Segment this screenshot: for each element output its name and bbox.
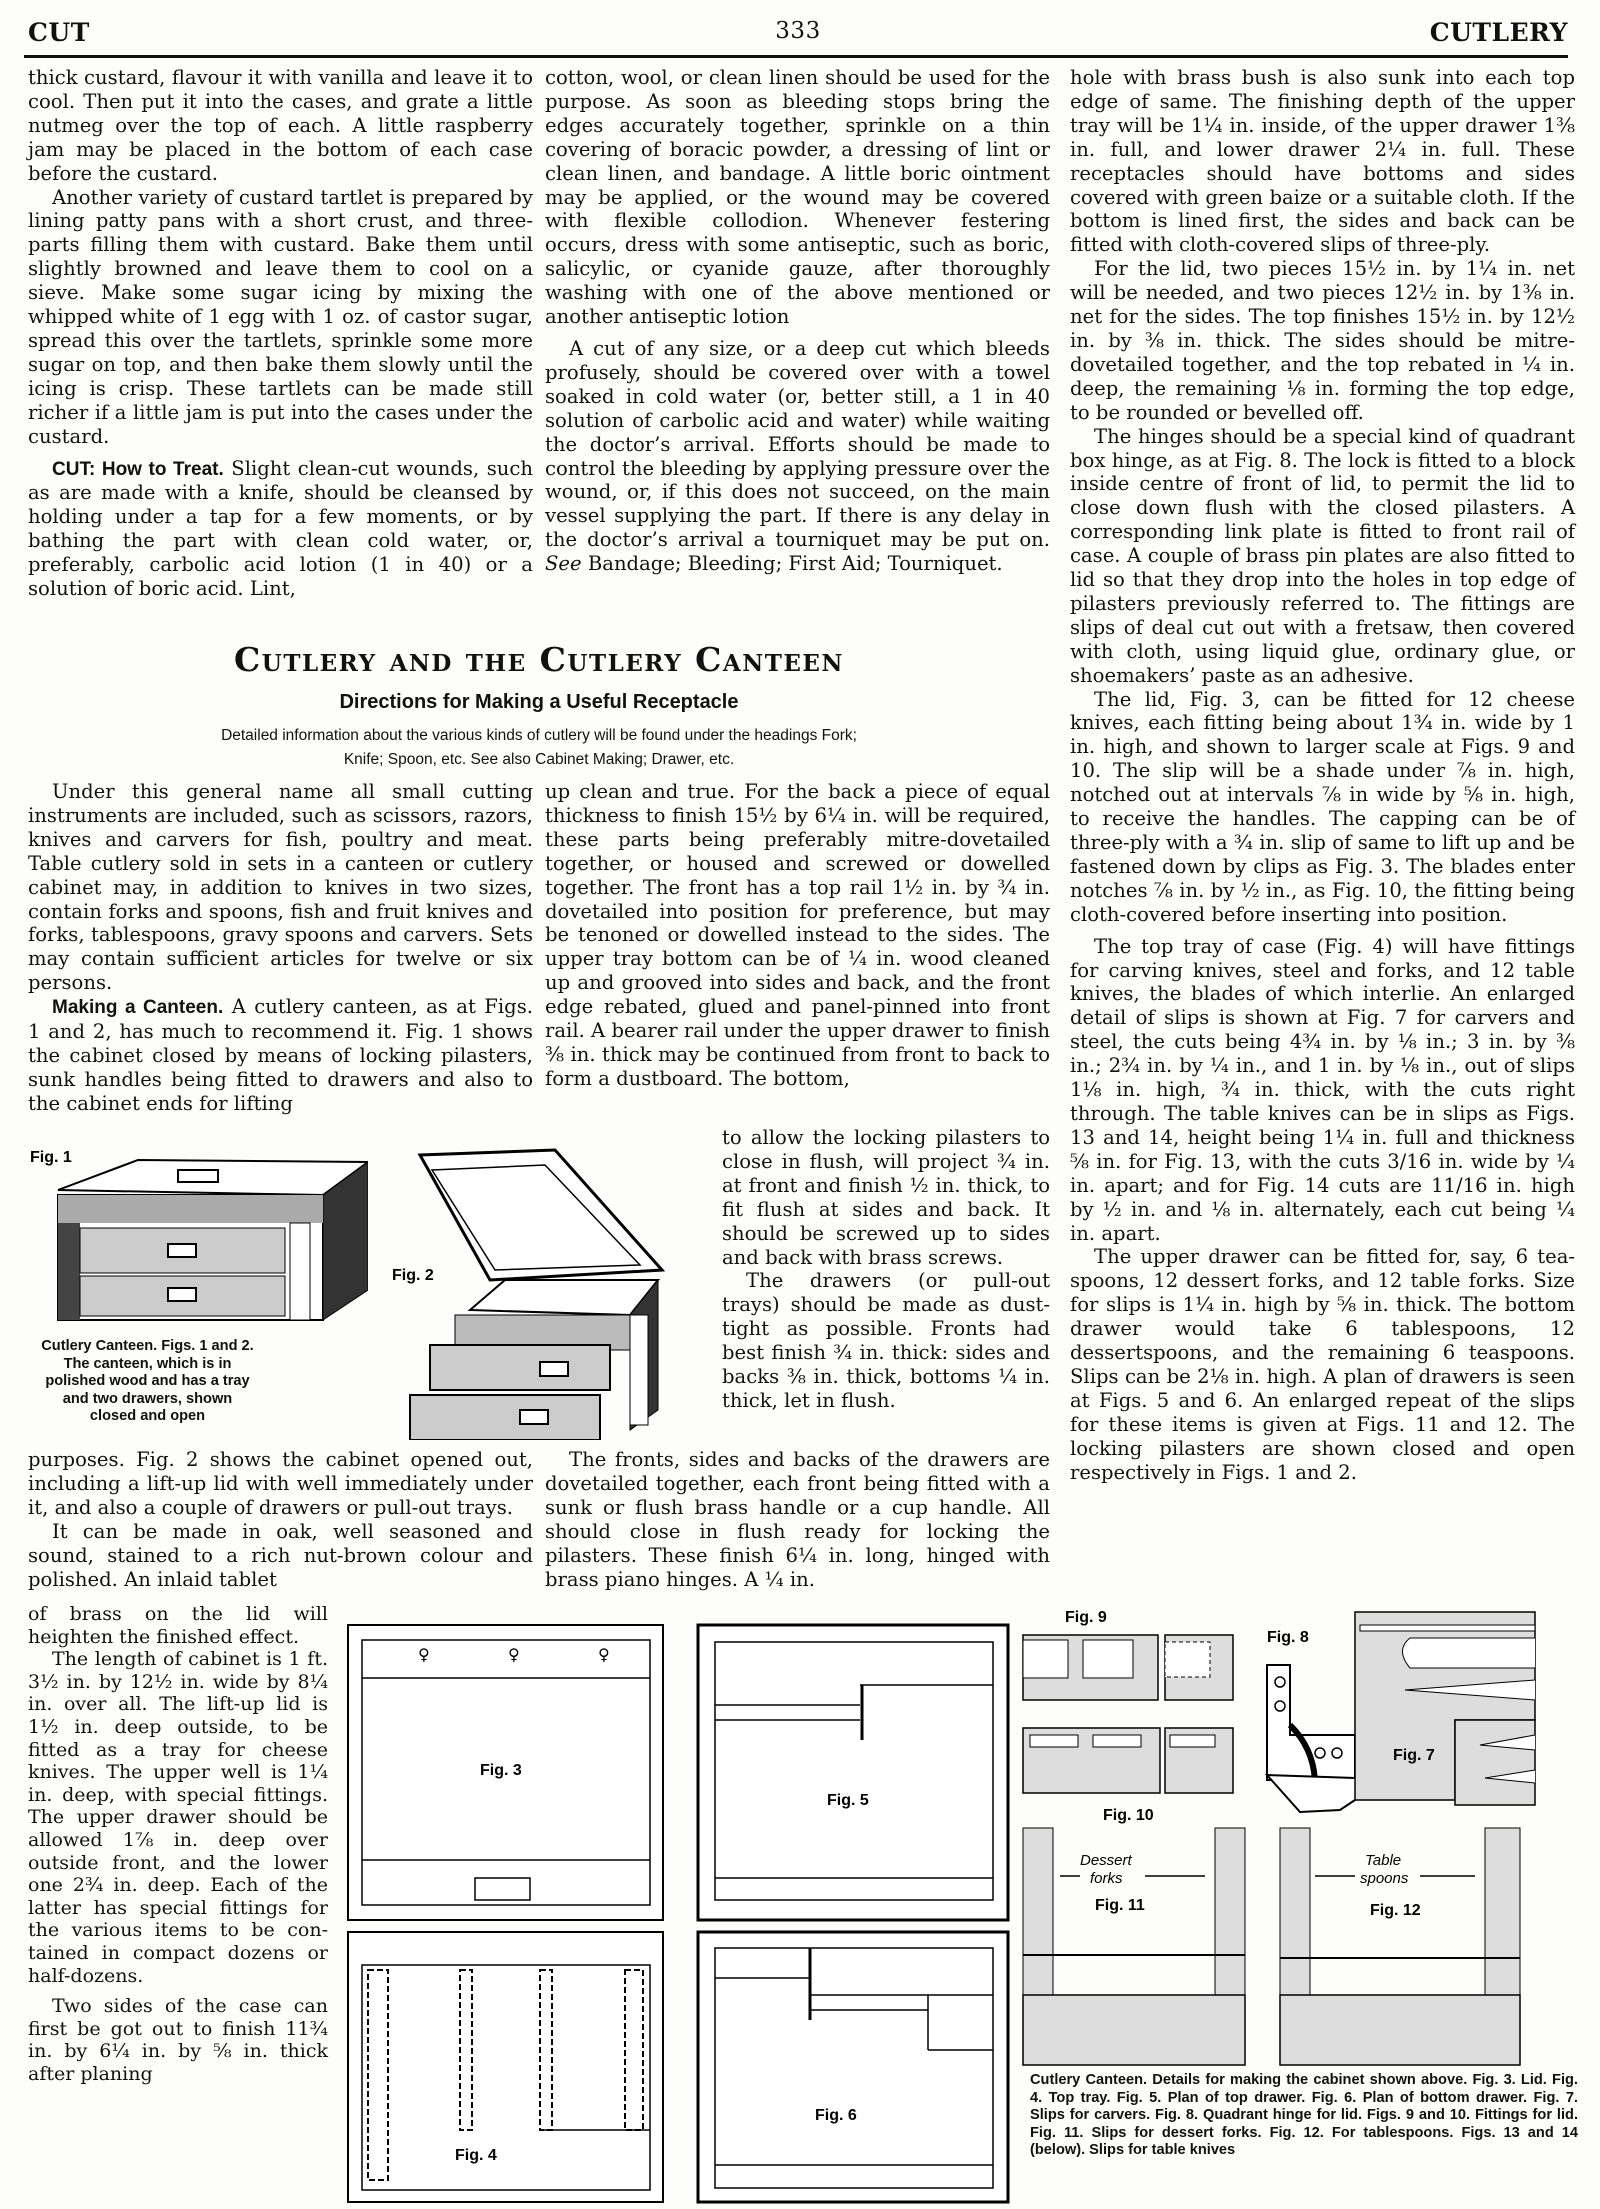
lower-drawer-open — [410, 1395, 600, 1440]
figure-label: Fig. 12 — [1370, 1902, 1421, 1919]
paragraph: The hinges should be a special kind of quadrant box hinge, as at Fig. 8. The lock is fitted to a block inside centre of front of lid, to permit the lid to close down flush with the closed pilasters. A corresponding link plate is fitted to front rail of case. A couple of brass pin plates are also fitted to lid so that they drop into the holes in top edge of pilasters previously referred to. The fittings are slips of deal cut out with a fretsaw, then covered with cloth, using liquid glue, ordinary glue, or shoemakers’ paste as an adhesive. — [1070, 424, 1575, 687]
keyhole-icon: ♀ — [598, 1645, 610, 1664]
note-line: Knife; Spoon, etc. See also Cabinet Making; Drawer, etc. — [343, 751, 735, 768]
figure-2-canteen-open — [340, 1140, 710, 1440]
lock-plate — [475, 1878, 530, 1900]
paragraph-text: A cut of any size, or a deep cut which bleeds profusely, should be covered over with a towel soaked in cold water (or, better still, a 1 in 40 solution of carbolic acid and water) while waiting the doctor’s arrival. Efforts should be made to control the bleeding by applying pressure over the wound, or, if this does not succeed, on the main vessel supplying the part. If there is any delay in the doctor’s arrival a tourniquet may be put on. — [545, 336, 1050, 552]
article-subtitle: Directions for Making a Useful Receptacle — [339, 691, 739, 713]
figure-1-canteen-closed — [28, 1140, 368, 1330]
upper-drawer-open — [430, 1345, 610, 1390]
annotation: Table — [1365, 1852, 1402, 1869]
paragraph: The fronts, sides and backs of the drawers are dovetailed together, each front being fitted with a sunk or flush brass handle or a cup handle. All should close in flush ready for locking the pilasters. These finish 6¼ in. long, hinged with brass piano hinges. A ¼ in. — [545, 1448, 1050, 1591]
figure-7-carver-slips — [1355, 1612, 1535, 1805]
figure-label: Fig. 8 — [1267, 1629, 1309, 1646]
column-3 — [1070, 66, 1575, 1484]
paragraph: Another variety of custard tartlet is prepared by lining patty pans with a short crust, and three-parts filling them with custard. Bake them until slightly browned and leave them to cool on a sieve. Make some sugar icing by mixing the whipped white of 1 egg with 1 oz. of castor sugar, spread this over the tartlets, sprinkle some more sugar on top, and then bake them slowly until the icing is crisp. These tartlets can be made still richer if a little jam is put into the cases under the custard. — [28, 185, 533, 448]
figure-label: Fig. 6 — [815, 2107, 857, 2124]
figure-label: Fig. 7 — [1393, 1747, 1435, 1764]
header-rule — [24, 55, 1568, 58]
figure-label: Fig. 11 — [1095, 1897, 1145, 1914]
drawer-handle — [168, 1244, 196, 1257]
figure-label: Fig. 9 — [1065, 1609, 1107, 1626]
note-line: Detailed information about the various kinds of cutlery will be found under the headings Fork; — [221, 727, 857, 744]
paragraph: For the lid, two pieces 15½ in. by 1¼ in. net will be needed, and two pieces 12½ in. by 1⅜ in. net for the sides. The top finishes 15½ in. by 12½ in. by ⅜ in. thick. The sides should be mitre-dovetailed together, and the top rebated in ¼ in. deep, the remaining ⅛ in. forming the top edge, to be rounded or bevelled off. — [1070, 257, 1575, 424]
page-number: 333 — [775, 18, 821, 44]
keyhole-icon: ♀ — [508, 1645, 520, 1664]
figure-label: Fig. 2 — [392, 1267, 434, 1284]
paragraph: cotton, wool, or clean linen should be used for the purpose. As soon as bleeding stops bring the edges accurately together, sprinkle on a thin covering of boracic powder, a dressing of lint or clean linen, and bandage. A little boric ointment may be applied, or the wound may be covered with flexible collodion. Whenever festering occurs, dress with some antiseptic, such as boric, salicylic, or cyanide gauze, after thoroughly washing with one of the above mentioned or another antiseptic lotion — [545, 66, 1050, 329]
paragraph: hole with brass bush is also sunk into each top edge of same. The finishing depth of the upper tray will be 1¼ in. inside, of the upper drawer 1⅜ in. full, and lower drawer 2¼ in. full. These receptacles should have bottoms and sides covered with green baize or a suitable cloth. If the bottom is lined first, the sides and back can be fitted with cloth-covered slips of three-ply. — [1070, 66, 1575, 257]
paragraph: The length of cabinet is 1 ft. 3½ in. by 12½ in. wide by 8¼ in. over all. The lift-up lid is 1½ in. deep outside, to be fitted as a tray for cheese knives. The upper well is 1¼ in. deep, with special fittings. The upper drawer should be allowed 1⅞ in. deep over outside front, and the lower one 2¾ in. deep. Each of the latter has special fittings for the various items to be contained in compact dozens or half-dozens. — [28, 1648, 328, 1987]
column-1-article — [28, 780, 533, 1116]
drawer-handle — [520, 1410, 548, 1424]
paragraph-text: Slight clean-cut wounds, such as are made with a knife, should be cleansed by holding under a tap for a few moments, or by bathing the part with clean cold water, or, preferably, carbolic acid lotion (1 in 40) or a solution of boric acid. Lint, — [28, 456, 533, 601]
figure-9-lid-fitting — [1023, 1609, 1233, 1700]
running-head-left: CUT — [28, 18, 90, 47]
paragraph: The upper drawer can be fitted for, say, 6 teaspoons, 12 dessert forks, and 12 table forks. Size for slips is 1¼ in. high by ⅝ in. thick. The bottom drawer would take 6 tablespoons, 12 dessertspoons, and the remaining 6 teaspoons. Slips can be 2⅛ in. high. A plan of drawers is seen at Figs. 5 and 6. An enlarged repeat of the slips for these items is given at Figs. 11 and 12. The locking pilasters are shown closed and open respectively in Figs. 1 and 2. — [1070, 1245, 1575, 1484]
paragraph: The drawers (or pull-out trays) should be made as dust-tight as possible. Fronts had best finish ¾ in. thick: sides and backs ⅜ in. thick, bottoms ¼ in. thick, let in flush. — [722, 1269, 1050, 1412]
paragraph — [545, 337, 1050, 576]
figure-4-top-tray — [348, 1932, 663, 2202]
paragraph: Under this general name all small cutting instruments are included, such as scissors, razors, knives and carvers for fish, poultry and meat. Table cutlery sold in sets in a canteen or cutlery cabinet may, in addition to knives in two sizes, contain forks and spoons, fish and fruit knives and forks, tablespoons, gravy spoons and carvers. Sets may contain sufficient articles for twelve or six persons. — [28, 780, 533, 995]
figure-label: Fig. 4 — [455, 2147, 497, 2164]
paragraph — [28, 995, 533, 1116]
figure-13-knife-slip — [1023, 1995, 1245, 2065]
caption-figs-1-2: Cutlery Canteen. Figs. 1 and 2. The canteen, which is in polished wood and has a tray and two drawers, shown closed and open — [41, 1338, 254, 1424]
annotation: Dessert — [1080, 1852, 1132, 1869]
figure-10-lid-fitting — [1023, 1728, 1233, 1824]
column-1-narrow — [28, 1603, 328, 2085]
drawer-handle — [540, 1362, 568, 1376]
paragraph: up clean and true. For the back a piece of equal thickness to finish 15½ by 6¼ in. will be required, these parts being preferably mitre-dovetailed together, or housed and screwed or dowelled together. The front has a top rail 1½ in. by ¾ in. dovetailed into position for preference, but may be tenoned or dowelled instead to the sides. The upper tray bottom can be of ¼ in. wood cleaned up and grooved into sides and back, and the front edge rebated, glued and panel-pinned into front rail. A bearer rail under the upper drawer to finish ⅜ in. thick may be continued from front to back to form a dustboard. The bottom, — [545, 780, 1050, 1090]
column-2-after-figures — [545, 1448, 1050, 1591]
entry-heading-cut: CUT: How to Treat. — [52, 458, 224, 480]
paragraph: Two sides of the case can first be got out to finish 11¾ in. by 6¼ in. by ⅝ in. thick after planing — [28, 1995, 328, 2085]
column-2-narrow — [722, 1126, 1050, 1413]
right-pilaster — [290, 1223, 310, 1320]
drawer-handle — [168, 1288, 196, 1301]
column-1-after-figures — [28, 1448, 533, 1591]
figures-3-to-6 — [340, 1620, 1010, 2205]
keyhole-icon: ♀ — [418, 1645, 430, 1664]
caption-details: Cutlery Canteen. Details for making the cabinet shown above. Fig. 3. Lid. Fig. 4. Top tray. Fig. 5. Plan of top drawer. Fig. 6. Plan of bottom drawer. Fig. 7. Slips for carvers. Fig. 8. Quadrant hinge for lid. Figs. 9 and 10. Fittings for lid. Fig. 11. Slips for dessert forks. Fig. 12. For tablespoons. Figs. 13 and 14 (below). Slips for table knives — [1030, 2072, 1578, 2158]
figure-label: Fig. 10 — [1103, 1807, 1154, 1824]
subheading-making-a-canteen: Making a Canteen. — [52, 997, 224, 1019]
figure-label: Fig. 1 — [30, 1149, 72, 1166]
paragraph: The lid, Fig. 3, can be fitted for 12 cheese knives, each fitting being about 1¾ in. wide by 1 in. high, and shown to larger scale at Figs. 9 and 10. The slip will be a shade under ⅞ in. high, notched out at intervals ⅞ in wide by ⅝ in. high, to receive the handles. The capping can be of three-ply with a ¾ in. slip of same to lift up and be fastened down by clips as Fig. 3. The blades enter notches ⅞ in. by ½ in., as Fig. 10, the fitting being cloth-covered before inserting into position. — [1070, 687, 1575, 926]
paragraph: to allow the locking pilasters to close in flush, will project ¾ in. at front and finish ½ in. thick, to fit flush at sides and back. It should be screwed up to sides and back with brass screws. — [722, 1126, 1050, 1269]
paragraph: thick custard, flavour it with vanilla and leave it to cool. Then put it into the cases, and grate a little nutmeg over the top of each. A little raspberry jam may be placed in the bottom of each case before the custard. — [28, 66, 533, 185]
brass-tablet — [178, 1170, 218, 1182]
column-2-article — [545, 780, 1050, 1091]
article-title: Cutlery and the Cutlery Canteen — [234, 640, 844, 679]
figure-3-lid — [348, 1625, 663, 1920]
see-label: See — [545, 552, 582, 576]
paragraph: of brass on the lid will heighten the finished effect. — [28, 1603, 328, 1648]
column-2-top — [545, 66, 1050, 626]
left-pilaster — [58, 1223, 80, 1320]
figure-label: Fig. 3 — [480, 1762, 522, 1779]
paragraph: The top tray of case (Fig. 4) will have fittings for carving knives, steel and forks, and 12 table knives, the blades of which interlie. An enlarged detail of slips is shown at Fig. 7 for carvers and steel, the cuts being 4¾ in. by ⅛ in.; 3 in. by ⅜ in.; 2¾ in. by ¼ in., and 1 in. by ⅛ in., out of slips 1⅛ in. high, ¾ in. thick, with the cuts right through. The table knives can be in slips as Figs. 13 and 14, height being 1¼ in. full and thickness ⅝ in. for Fig. 13, with the cuts 3/16 in. wide by ¼ in. apart; and for Fig. 14 cuts are 11/16 in. high by ½ in. and ⅛ in. alternately, each cut being ¼ in. apart. — [1070, 934, 1575, 1245]
cut-entry — [28, 457, 533, 601]
running-head-right: CUTLERY — [1429, 18, 1568, 47]
paragraph-text: A cutlery canteen, as at Figs. 1 and 2, has much to recommend it. Fig. 1 shows the cabinet closed by means of locking pilasters, sunk handles being fitted to drawers and also to the cabinet ends for lifting — [28, 995, 533, 1115]
paragraph: It can be made in oak, well seasoned and sound, stained to a rich nut-brown colour and polished. An inlaid tablet — [28, 1519, 533, 1591]
figure-14-knife-slip — [1280, 1995, 1520, 2065]
figures-7-to-14 — [1015, 1600, 1600, 2070]
column-1-top — [28, 66, 533, 626]
cabinet-top-rail — [58, 1195, 323, 1223]
well-top — [470, 1280, 658, 1315]
figure-label: Fig. 5 — [827, 1792, 869, 1809]
pilaster-open — [630, 1315, 648, 1425]
annotation: forks — [1090, 1870, 1123, 1887]
cross-reference-note — [28, 724, 1050, 772]
article-heading — [28, 640, 1050, 772]
figure-5-top-drawer-plan — [698, 1625, 1008, 1920]
cross-references: Bandage; Bleeding; First Aid; Tourniquet. — [587, 552, 1003, 576]
annotation: spoons — [1360, 1870, 1409, 1887]
paragraph: purposes. Fig. 2 shows the cabinet opened out, including a lift-up lid with well immediately under it, and also a couple of drawers or pull-out trays. — [28, 1448, 533, 1519]
figure-6-bottom-drawer-plan — [698, 1932, 1008, 2202]
running-header — [28, 18, 1568, 58]
